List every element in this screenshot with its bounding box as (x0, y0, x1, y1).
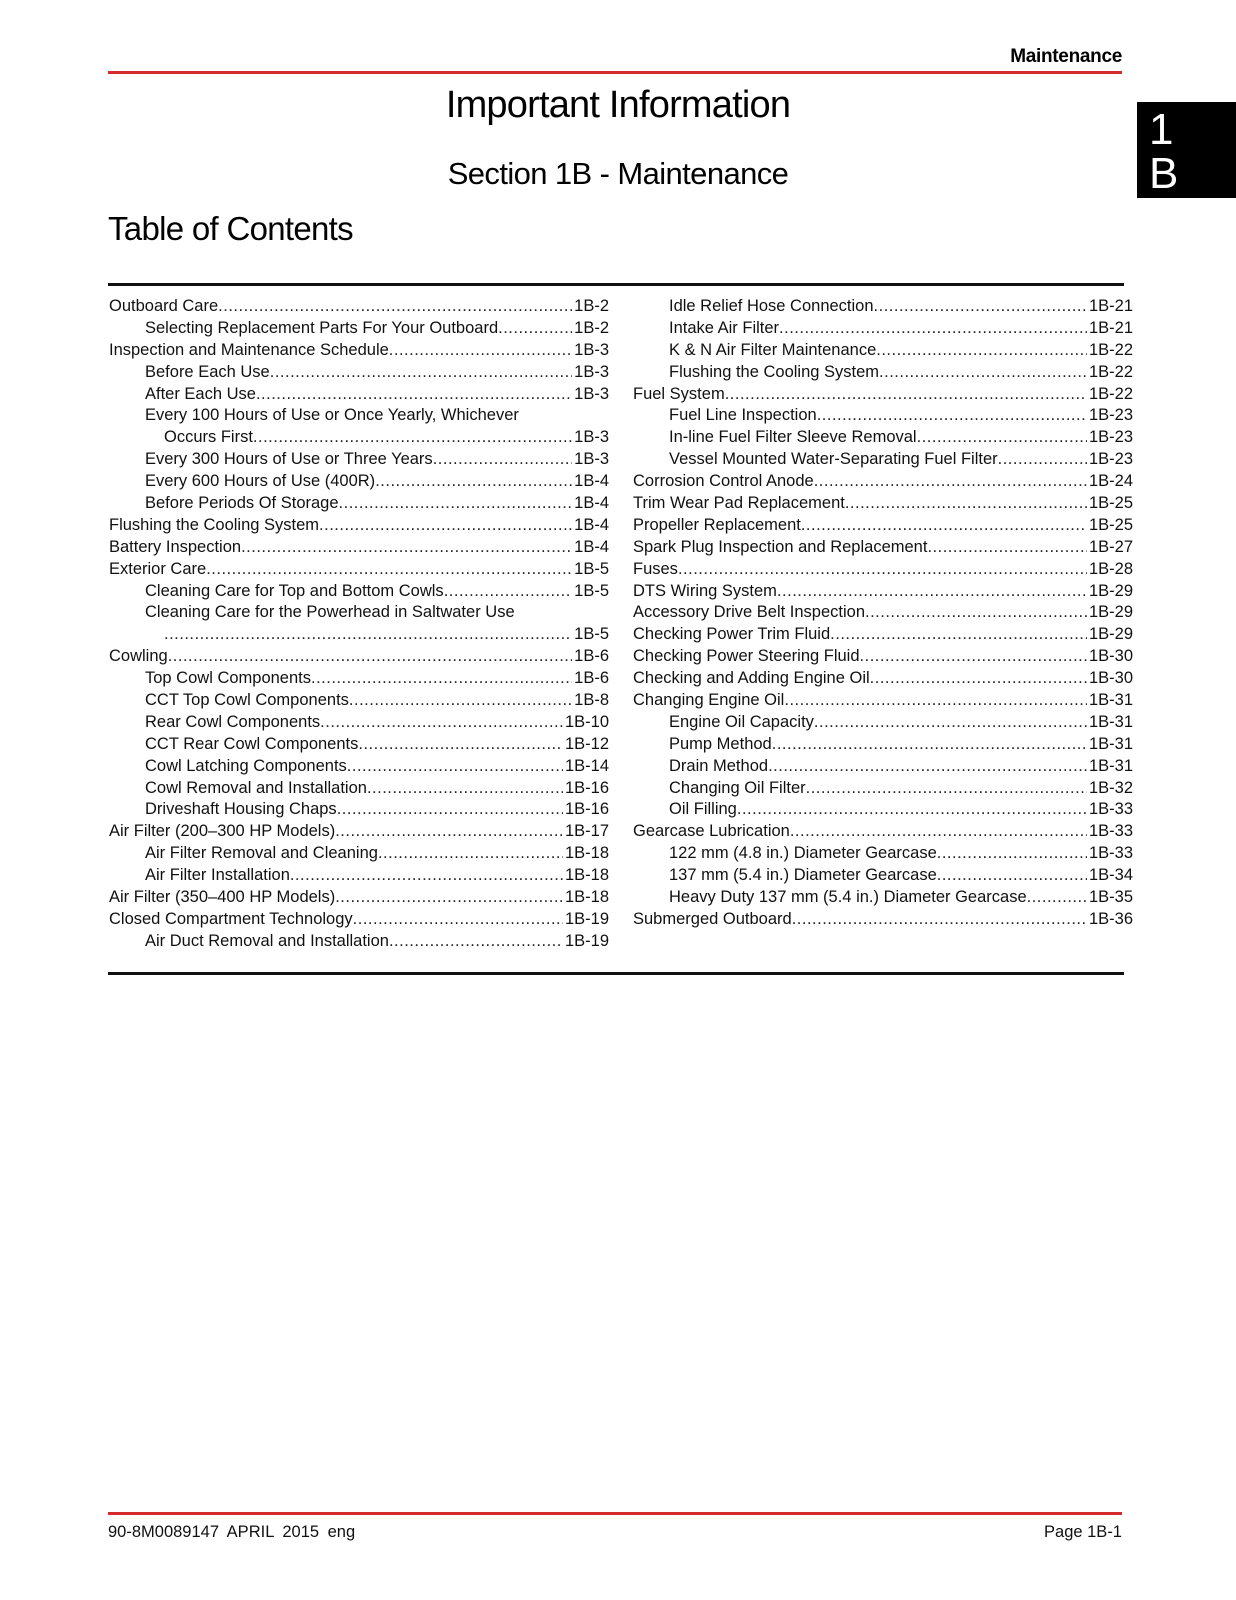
toc-leader-dots (375, 471, 572, 493)
footer-page-number: Page 1B-1 (1044, 1523, 1122, 1541)
toc-leader-dots (865, 602, 1087, 624)
toc-entry[interactable] (633, 624, 1133, 646)
toc-entry[interactable] (633, 690, 1133, 712)
toc-entry-page: 1B-23 (1088, 406, 1133, 425)
toc-entry[interactable] (109, 668, 609, 690)
toc-entry-page: 1B-22 (1088, 384, 1133, 403)
toc-entry[interactable] (633, 865, 1133, 887)
toc-entry[interactable] (109, 449, 609, 471)
toc-entry[interactable] (109, 756, 609, 778)
toc-entry[interactable] (633, 318, 1133, 340)
toc-entry-label: Cowl Latching Components (145, 756, 347, 775)
toc-leader-dots (876, 340, 1087, 362)
toc-entry[interactable] (633, 362, 1133, 384)
toc-leader-dots (319, 515, 572, 537)
toc-entry[interactable] (109, 865, 609, 887)
toc-entry-page: 1B-3 (574, 450, 609, 469)
toc-entry[interactable] (633, 537, 1133, 559)
toc-entry[interactable] (633, 493, 1133, 515)
toc-leader-dots (347, 756, 563, 778)
toc-entry-label: 122 mm (4.8 in.) Diameter Gearcase (669, 844, 937, 863)
toc-leader-dots (806, 778, 1087, 800)
toc-leader-dots (998, 449, 1087, 471)
toc-entry-label: Battery Inspection (109, 537, 242, 556)
toc-entry-page: 1B-5 (574, 559, 609, 578)
toc-entry-label: Air Duct Removal and Installation (145, 931, 389, 950)
toc-entry-label: Flushing the Cooling System (109, 515, 320, 534)
toc-entry[interactable] (633, 427, 1133, 449)
toc-entry-label: Before Each Use (145, 362, 270, 381)
toc-entry-page: 1B-2 (574, 296, 609, 315)
toc-entry-page: 1B-10 (564, 712, 609, 731)
toc-entry-label: K & N Air Filter Maintenance (669, 340, 877, 359)
toc-entry-label: Vessel Mounted Water-Separating Fuel Filter (669, 450, 998, 469)
toc-entry-page: 1B-3 (574, 340, 609, 359)
toc-leader-dots (814, 471, 1087, 493)
toc-entry-page: 1B-29 (1088, 581, 1133, 600)
toc-leader-dots (927, 537, 1087, 559)
toc-entry-page: 1B-18 (564, 844, 609, 863)
toc-entry-label: Intake Air Filter (669, 318, 780, 337)
toc-entry-label: Cowling (109, 647, 168, 666)
toc-entry-label: In-line Fuel Filter Sleeve Removal (669, 428, 917, 447)
toc-leader-dots (389, 340, 572, 362)
page-title: Important Information (445, 84, 791, 126)
toc-entry[interactable] (109, 340, 609, 362)
header-red-rule (108, 71, 1122, 74)
toc-entry[interactable] (109, 362, 609, 384)
toc-entry-page: 1B-35 (1088, 888, 1133, 907)
toc-entry-label: Exterior Care (109, 559, 207, 578)
toc-leader-dots (349, 690, 572, 712)
toc-entry-page: 1B-16 (564, 778, 609, 797)
toc-entry[interactable] (633, 581, 1133, 603)
toc-entry-label: Air Filter Removal and Cleaning (145, 844, 378, 863)
toc-entry[interactable] (633, 756, 1133, 778)
toc-leader-dots (241, 537, 572, 559)
toc-leader-dots (830, 624, 1087, 646)
toc-entry-page: 1B-31 (1088, 712, 1133, 731)
toc-entry-label: Inspection and Maintenance Schedule (109, 340, 389, 359)
toc-entry[interactable] (633, 778, 1133, 800)
toc-entry[interactable] (109, 318, 609, 340)
toc-top-rule (108, 283, 1124, 286)
toc-entry-label: Fuel Line Inspection (669, 406, 817, 425)
toc-leader-dots (164, 624, 572, 646)
toc-entry-label: Engine Oil Capacity (669, 712, 814, 731)
toc-entry-page: 1B-21 (1088, 318, 1133, 337)
toc-entry-page: 1B-12 (564, 734, 609, 753)
toc-leader-dots (367, 778, 563, 800)
toc-leader-dots (378, 843, 563, 865)
toc-entry-label: Fuses (633, 559, 678, 578)
section-tab-number: 1 (1149, 105, 1174, 154)
toc-entry-label: Changing Oil Filter (669, 778, 806, 797)
toc-entry-label: Every 100 Hours of Use or Once Yearly, Whichever (145, 406, 519, 425)
toc-leader-dots (792, 909, 1087, 931)
toc-entry[interactable] (109, 624, 609, 646)
toc-column-left (109, 296, 609, 953)
toc-entry[interactable] (109, 581, 609, 603)
toc-entry-page: 1B-4 (574, 472, 609, 491)
toc-leader-dots (937, 865, 1087, 887)
toc-column-right (633, 296, 1133, 931)
toc-entry-label: Spark Plug Inspection and Replacement (633, 537, 928, 556)
toc-entry[interactable] (109, 515, 609, 537)
toc-entry-page: 1B-18 (564, 888, 609, 907)
toc-entry-label: Fuel System (633, 384, 725, 403)
toc-entry-page: 1B-19 (564, 931, 609, 950)
toc-entry-page: 1B-27 (1088, 537, 1133, 556)
footer-red-rule (108, 1512, 1122, 1515)
toc-entry[interactable] (109, 799, 609, 821)
toc-entry-label: Every 300 Hours of Use or Three Years (145, 450, 433, 469)
toc-entry-label: After Each Use (145, 384, 256, 403)
toc-entry[interactable] (109, 931, 609, 953)
toc-leader-dots (772, 734, 1087, 756)
toc-leader-dots (253, 427, 572, 449)
toc-entry[interactable] (633, 515, 1133, 537)
toc-leader-dots (168, 646, 572, 668)
toc-entry-page: 1B-29 (1088, 603, 1133, 622)
toc-leader-dots (678, 559, 1087, 581)
toc-entry-label: Checking Power Trim Fluid (633, 625, 831, 644)
toc-entry[interactable] (109, 909, 609, 931)
toc-entry-label: Heavy Duty 137 mm (5.4 in.) Diameter Gearcase (669, 888, 1027, 907)
toc-entry-label: Oil Filling (669, 800, 737, 819)
toc-entry[interactable] (633, 384, 1133, 406)
toc-entry-page: 1B-24 (1088, 472, 1133, 491)
toc-entry-page: 1B-25 (1088, 494, 1133, 512)
toc-entry[interactable] (109, 493, 609, 515)
toc-entry-label: Cowl Removal and Installation (145, 778, 367, 797)
toc-entry[interactable] (109, 537, 609, 559)
toc-entry-label: Rear Cowl Components (145, 712, 321, 731)
toc-entry[interactable] (633, 712, 1133, 734)
toc-leader-dots (339, 493, 573, 515)
toc-leader-dots (725, 384, 1087, 406)
toc-entry[interactable] (633, 909, 1133, 931)
toc-entry-page: 1B-3 (574, 428, 609, 447)
toc-entry-page: 1B-3 (574, 384, 609, 403)
toc-entry[interactable] (633, 602, 1133, 624)
toc-entry-page: 1B-5 (574, 625, 609, 644)
toc-leader-dots (784, 690, 1087, 712)
toc-entry-label: Every 600 Hours of Use (400R) (145, 472, 376, 491)
toc-entry[interactable] (633, 559, 1133, 581)
toc-entry-page: 1B-6 (574, 669, 609, 688)
toc-entry-page: 1B-6 (574, 647, 609, 666)
toc-entry-page: 1B-5 (574, 581, 609, 600)
footer-document-id: 90-8M0089147 APRIL 2015 eng (108, 1523, 356, 1541)
toc-entry-page: 1B-33 (1088, 822, 1133, 841)
toc-entry-page: 1B-29 (1088, 625, 1133, 644)
toc-heading: Table of Contents (108, 210, 353, 247)
toc-leader-dots (777, 581, 1087, 603)
toc-entry-label: Trim Wear Pad Replacement (633, 494, 845, 512)
toc-entry[interactable] (109, 690, 609, 712)
toc-leader-dots (335, 887, 563, 909)
toc-entry[interactable] (633, 668, 1133, 690)
toc-leader-dots (817, 405, 1087, 427)
toc-entry-page: 1B-25 (1088, 515, 1133, 534)
toc-entry[interactable] (633, 646, 1133, 668)
toc-leader-dots (801, 515, 1087, 537)
toc-leader-dots (290, 865, 563, 887)
toc-entry[interactable] (109, 296, 609, 318)
toc-leader-dots (256, 384, 572, 406)
toc-entry-label: Top Cowl Components (145, 669, 311, 688)
toc-leader-dots (870, 668, 1087, 690)
toc-entry[interactable] (109, 778, 609, 800)
toc-entry-label: 137 mm (5.4 in.) Diameter Gearcase (669, 866, 937, 885)
toc-entry-page: 1B-28 (1088, 559, 1133, 578)
toc-entry-page: 1B-3 (574, 362, 609, 381)
toc-entry-label: Air Filter (200–300 HP Models) (109, 822, 336, 841)
toc-entry-page: 1B-33 (1088, 844, 1133, 863)
toc-entry-page: 1B-14 (564, 756, 609, 775)
toc-bottom-rule (108, 972, 1124, 975)
toc-leader-dots (358, 734, 563, 756)
toc-entry-label: Air Filter Installation (145, 866, 290, 885)
toc-leader-dots (737, 799, 1087, 821)
toc-entry-label: Occurs First (164, 428, 253, 447)
toc-entry-label: Cleaning Care for the Powerhead in Saltwater Use (145, 603, 515, 622)
toc-entry[interactable] (633, 821, 1133, 843)
section-tab-letter: B (1149, 149, 1179, 198)
section-subtitle: Section 1B - Maintenance (447, 156, 789, 191)
toc-entry-label: Pump Method (669, 734, 772, 753)
toc-entry-label: Outboard Care (109, 296, 219, 315)
toc-leader-dots (845, 493, 1087, 515)
toc-entry-label: Driveshaft Housing Chaps (145, 800, 337, 819)
toc-entry-page: 1B-34 (1088, 866, 1133, 885)
toc-entry-page: 1B-17 (564, 822, 609, 841)
toc-leader-dots (768, 756, 1087, 778)
toc-entry-page: 1B-31 (1088, 691, 1133, 710)
toc-entry-label: Checking Power Steering Fluid (633, 647, 860, 666)
toc-entry[interactable] (109, 559, 609, 581)
toc-entry-page: 1B-33 (1088, 800, 1133, 819)
toc-entry-page: 1B-4 (574, 515, 609, 534)
toc-entry[interactable] (109, 734, 609, 756)
toc-entry-label: Accessory Drive Belt Inspection (633, 603, 866, 622)
toc-entry-page: 1B-22 (1088, 340, 1133, 359)
toc-entry-label: DTS Wiring System (633, 581, 777, 600)
header-section-label: Maintenance (1010, 46, 1122, 67)
toc-entry[interactable] (633, 843, 1133, 865)
toc-entry[interactable] (109, 843, 609, 865)
toc-entry-page: 1B-8 (574, 691, 609, 710)
toc-entry-label: Submerged Outboard (633, 909, 792, 928)
toc-entry-page: 1B-4 (574, 537, 609, 556)
toc-leader-dots (433, 449, 572, 471)
toc-entry-page: 1B-23 (1088, 450, 1133, 469)
toc-entry-page: 1B-32 (1088, 778, 1133, 797)
toc-entry-page: 1B-36 (1088, 909, 1133, 928)
toc-entry[interactable] (633, 734, 1133, 756)
toc-entry[interactable] (109, 646, 609, 668)
toc-leader-dots (860, 646, 1087, 668)
toc-leader-dots (790, 821, 1087, 843)
toc-entry-label: Cleaning Care for Top and Bottom Cowls (145, 581, 444, 600)
toc-leader-dots (444, 581, 572, 603)
toc-leader-dots (879, 362, 1087, 384)
toc-entry-label: Drain Method (669, 756, 769, 775)
toc-leader-dots (498, 318, 572, 340)
toc-entry-page: 1B-2 (574, 318, 609, 337)
toc-entry-label: Idle Relief Hose Connection (669, 296, 874, 315)
toc-entry-page: 1B-16 (564, 800, 609, 819)
toc-entry-page: 1B-31 (1088, 734, 1133, 753)
toc-leader-dots (874, 296, 1087, 318)
toc-entry[interactable] (109, 602, 609, 624)
toc-entry-label: Closed Compartment Technology (109, 909, 353, 928)
toc-entry[interactable] (633, 449, 1133, 471)
toc-entry-page: 1B-31 (1088, 756, 1133, 775)
toc-entry-label: Corrosion Control Anode (633, 472, 814, 491)
toc-entry-page: 1B-30 (1088, 647, 1133, 666)
toc-entry-page: 1B-18 (564, 866, 609, 885)
toc-entry-label: Flushing the Cooling System (669, 362, 880, 381)
toc-leader-dots (320, 712, 563, 734)
toc-entry-label: Changing Engine Oil (633, 691, 785, 710)
toc-entry-label: Air Filter (350–400 HP Models) (109, 888, 336, 907)
toc-entry[interactable] (633, 296, 1133, 318)
toc-entry[interactable] (109, 712, 609, 734)
toc-entry-page: 1B-23 (1088, 428, 1133, 447)
toc-leader-dots (311, 668, 572, 690)
toc-entry[interactable] (109, 887, 609, 909)
toc-leader-dots (335, 821, 563, 843)
toc-leader-dots (937, 843, 1087, 865)
toc-entry[interactable] (109, 405, 609, 427)
toc-entry-label: CCT Rear Cowl Components (145, 734, 359, 753)
toc-entry-page: 1B-21 (1088, 296, 1133, 315)
toc-leader-dots (337, 799, 563, 821)
toc-entry-label: Before Periods Of Storage (145, 494, 339, 512)
toc-leader-dots (814, 712, 1087, 734)
toc-entry-label: Gearcase Lubrication (633, 822, 790, 841)
toc-leader-dots (270, 362, 572, 384)
toc-leader-dots (353, 909, 563, 931)
toc-entry-label: Selecting Replacement Parts For Your Outboard (145, 318, 499, 337)
toc-entry-page: 1B-22 (1088, 362, 1133, 381)
toc-entry[interactable] (633, 799, 1133, 821)
toc-entry[interactable] (109, 384, 609, 406)
toc-leader-dots (917, 427, 1087, 449)
toc-entry[interactable] (109, 471, 609, 493)
toc-entry[interactable] (633, 887, 1133, 909)
toc-entry[interactable] (633, 340, 1133, 362)
toc-entry[interactable] (109, 427, 609, 449)
toc-leader-dots (218, 296, 572, 318)
toc-leader-dots (389, 931, 563, 953)
toc-entry-page: 1B-30 (1088, 669, 1133, 688)
toc-entry[interactable] (633, 471, 1133, 493)
toc-leader-dots (206, 559, 572, 581)
toc-entry-label: Propeller Replacement (633, 515, 801, 534)
toc-entry-label: CCT Top Cowl Components (145, 691, 349, 710)
toc-entry[interactable] (109, 821, 609, 843)
toc-entry-page: 1B-4 (574, 494, 609, 512)
toc-entry[interactable] (633, 405, 1133, 427)
toc-leader-dots (779, 318, 1087, 340)
toc-entry-page: 1B-19 (564, 909, 609, 928)
toc-leader-dots (1027, 887, 1087, 909)
toc-entry-label: Checking and Adding Engine Oil (633, 669, 870, 688)
